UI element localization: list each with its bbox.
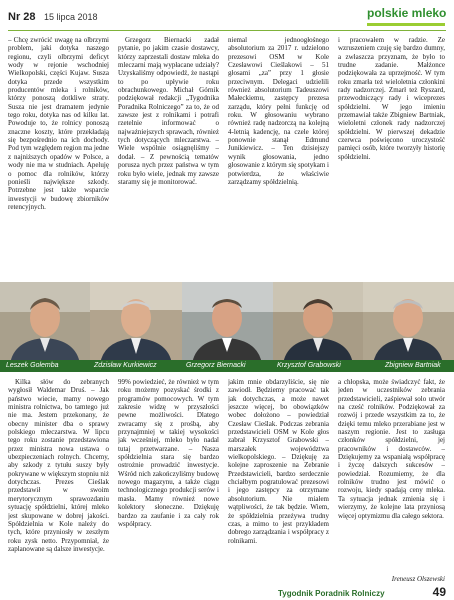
article-column-3 xyxy=(228,36,329,280)
portrait-strip xyxy=(0,282,454,374)
photo-caption: Zbigniew Bartniak xyxy=(385,362,441,369)
article-column-7 xyxy=(228,378,329,584)
author-signature: Ireneusz Olszewski xyxy=(391,575,445,583)
article-column-8 xyxy=(338,378,445,574)
portrait-photo xyxy=(90,282,182,364)
polskie-mleko-logo xyxy=(363,4,448,28)
article-text: Grzegorz Biernacki zadał pytanie, po jakim czasie dostawcy, którzy zaprzestali dostaw mleka do mleczarni mają wypłacane udziały? Uzyskaliśmy odpowiedź, że nastąpi to po upływie roku obrachunkowego. Michał Górnik podziękował redakcji „Tygodnika Poradnika Rolniczego” za to, że od zawsze jest z rolnikami i potrafi rzetelnie informować o najważniejszych sprawach, również tych dotyczących mleczarstwa. – Wiele wspólnie osiągnęliśmy – dodał. – Z pewnością tematów porusza nych przez państwa w tym roku było wiele, jednak my zawsze staramy się je monitorować. xyxy=(118,36,219,186)
article-column-2 xyxy=(118,36,219,280)
header-divider xyxy=(8,30,446,31)
article-column-4 xyxy=(338,36,445,280)
article-text: Kilka słów do zebranych wygłosił Waldemar Druś. – Jak państwo wiecie, mamy nowego ministra rolnictwa, bo tamtego już nie ma. Jestem przekonany, że obecny minister dba o sprawy polskiego mleczarstwa. W lipcu tego roku zostanie przedstawiona przez ministra nowa ustawa o ubezpieczeniach rolnych. Chcemy, aby szkody z tytułu suszy były pokrywane w większym stopniu niż dotychczas. Prezes Cieślak przedstawił w swoim merytorycznym sprawozdaniu sytuację spółdzielni, której mleko jest skupowane w dobrej jakości. Spółdzielnia w Kole należy do tych, które przyniosły w zeszłym roku zysk netto. Przypomniał, że zaplanowane są dalsze inwestycje. xyxy=(8,378,109,553)
article-text: – Chcę zwrócić uwagę na olbrzymi problem, jaki dotyka naszego regionu, czyli olbrzymi deficyt wody w rejonie wschodniej Wielkopolski, części Kujaw. Susza dotyka przede wszystkim producentów mleka i rolników, którzy ponoszą dotkliwe straty. Susza nie jest dramatem jedynie tego roku, dotyka nas od kilku lat. Powoduje to, że rolnicy ponoszą znaczne koszty, które przekładają się bezpośrednio na ich dochody. Pod tym względem region ma jedne z najniższych opadów w Polsce, a wody nie ma w studniach. Apeluję o pomoc dla rolników, którzy ponieśli największe szkody. Potrzebne jest także wsparcie inwestycji w budowę zbiorników retencyjnych. xyxy=(8,36,109,211)
page-footer xyxy=(0,585,454,600)
article-text: i pracowałem w radzie. Ze wzruszeniem czuję się bardzo dumny, a zwłaszcza przyznam, że było to trudne zadanie. Małżonce podziękowała za uprzejmość. W tym roku zmarła też wieloletnia członkini rady nadzorczej. Zmarł też Ryszard, przewodniczący rady i wiceprezes spółdzielni. W jego imieniu przemawiał także Zbigniew Bartniak, wieloletni członek rady nadzorczej spółdzielni. W pierwszej dekadzie czerwca poświęcono uroczystość pamięci osób, które tworzyły historię spółdzielni. xyxy=(338,36,445,161)
article-column-5 xyxy=(8,378,109,584)
article-column-1 xyxy=(8,36,109,280)
photo-caption: Grzegorz Biernacki xyxy=(186,362,246,369)
logo-underline xyxy=(367,23,445,26)
article-text: a chłopska, może świadczyć fakt, że jeden w uczestników zebrania przedstawicieli, zaśpiewał solo utwór na cześć rolników. Podziękował za rozwój i przede wszystkim za to, że dzięki temu mleko przerabiane jest w naszym regionie. Jest to zasługa członków spółdzielni, jej pracowników i dostawców. – Dziękujemy za wspaniałą współpracę i życzę dalszych sukcesów – powiedział. Rozumiemy, że dla rolników trudno jest mówić o rozwoju, kiedy spadają ceny mleka. Ta sytuacja jednak zmienia się i wierzymy, że kolejne lata przyniosą więcej optymizmu dla całego sektora. xyxy=(338,378,445,520)
article-column-6 xyxy=(118,378,219,584)
issue-date: 15 lipca 2018 xyxy=(44,12,98,22)
photo-caption: Krzysztof Grabowski xyxy=(277,362,341,369)
footer-brand: Tygodnik Poradnik Rolniczy xyxy=(278,589,385,598)
page-number: 49 xyxy=(432,585,446,599)
issue-number: Nr 28 xyxy=(8,11,36,23)
article-text: jakim mnie obdarzyliście, się nie zawiodł. Będziemy pracować tak jak dotychczas, a może nawet jeszcze więcej, bo obowiązków wobec dołożono – powiedział Czesław Cieślak. Podczas zebrania przedstawicieli OSM w Kole głos zabrał Krzysztof Grabowski – marszałek województwa wielkopolskiego. – Dziękuję za kolejne zaproszenie na Zebranie Przedstawicieli, bardzo serdecznie chciałbym pogratulować prezesowi i jego zastępcy za otrzymane absolutorium. Nie miałem wątpliwości, że tak będzie. Wiem, że spółdzielnia przeżywa trudny czas, a mimo to jest przykładem dobrego zarządzania i współpracy z rolnikami. xyxy=(228,378,329,545)
photo-caption: Zdzisław Kurkiewicz xyxy=(94,362,157,369)
article-text: niemal jednoogłośnego absolutorium za 2017 r. udzielono prezesowi OSM w Kole Czesławowi Cieślakowi – 51 głosami „za” przy 1 głosie przeciwnym. Delegaci udzielili również absolutorium Tadeuszowi Małeckiemu, zastępcy prezesa zarządu, który pełni funkcję od roku. W głosowaniu wybrano również radę nadzorczą na kolejną 4-letnią kadencję, na czele której ponownie stanął Edmund Junikiewicz. – Ten dzisiejszy wynik głosowania, jedno głosowanie z którym się spotykam i potwierdza, że właściwie zarządzamy spółdzielnią. xyxy=(228,36,329,186)
article-text: 99% powiedzieć, że również w tym roku możemy pozyskać środki z programów pomocowych. W tym zakresie widzę w przyszłości pewne możliwości. Dlatego zwracamy się z prośbą, aby przynajmniej w takiej wysokości jak wcześniej, mleko było nadal tutaj przetwarzane. – Nasza spółdzielnia stara się bardzo ostrożnie prowadzić inwestycje. Wśród nich zakończyliśmy budowę nowego magazynu, a także ciągu technologicznego produkcji serów i masła. Mamy również nowe kolektory słoneczne. Dziękuję bardzo za zaufanie i za cały rok współpracy. xyxy=(118,378,219,528)
portrait-photo xyxy=(0,282,90,364)
portrait-photo xyxy=(273,282,363,364)
logo-text: polskie mleko xyxy=(367,6,447,20)
page-header xyxy=(0,0,454,30)
photo-caption: Leszek Golemba xyxy=(6,362,59,369)
portrait-photo xyxy=(182,282,273,364)
portrait-photo xyxy=(363,282,454,364)
